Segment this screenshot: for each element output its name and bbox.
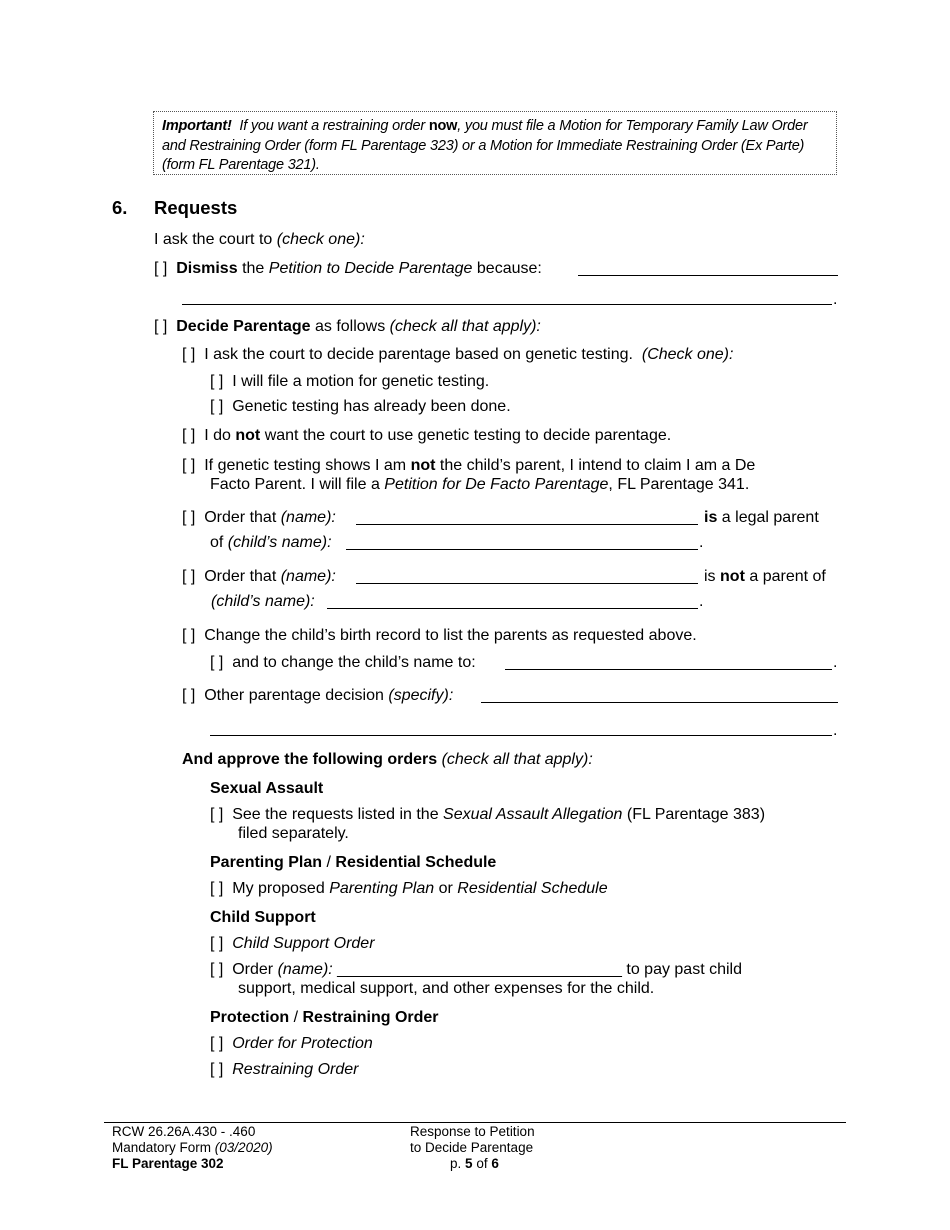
not-parent-is: is	[704, 568, 716, 585]
sexual-assault-c: filed separately.	[238, 825, 349, 842]
past-support-order-word: Order	[232, 961, 274, 978]
approve-heading	[182, 750, 593, 770]
legal-parent-child-line[interactable]	[346, 549, 698, 550]
dismiss-the: the	[242, 260, 265, 277]
not-parent-child	[211, 592, 315, 612]
other-checkbox[interactable]: [ ]	[182, 687, 196, 704]
child-support-order-text: Child Support Order	[232, 935, 375, 952]
sexual-assault-option	[210, 805, 765, 825]
intro-hint: (check one):	[276, 231, 365, 248]
defacto-checkbox[interactable]: [ ]	[182, 457, 196, 474]
parenting-plan-or: or	[438, 880, 453, 897]
sexual-assault-a: See the requests listed in the	[232, 806, 439, 823]
genetic-hint: (Check one):	[641, 346, 734, 363]
protection-opt1	[210, 1034, 373, 1054]
not-parent-period: .	[699, 593, 704, 610]
genetic-opt1-checkbox[interactable]: [ ]	[210, 373, 224, 390]
name-change-checkbox[interactable]: [ ]	[210, 654, 224, 671]
birth-record-option	[182, 626, 697, 646]
genetic-opt2-text: Genetic testing has already been done.	[232, 398, 511, 415]
legal-parent-checkbox[interactable]: [ ]	[182, 509, 196, 526]
section-title: Requests	[154, 197, 238, 218]
defacto-a: If genetic testing shows I am	[204, 457, 407, 474]
sexual-assault-checkbox[interactable]: [ ]	[210, 806, 224, 823]
parenting-plan-doc1: Parenting Plan	[329, 880, 435, 897]
footer-center	[410, 1124, 535, 1172]
not-parent-not: not	[720, 568, 745, 585]
notice-text-a: If you want a restraining order	[239, 118, 425, 134]
protection-heading-a: Protection	[210, 1009, 290, 1026]
protection-slash: /	[293, 1009, 299, 1026]
approve-hint: (check all that apply):	[441, 751, 593, 768]
dismiss-period: .	[833, 291, 838, 308]
dismiss-reason-line-2[interactable]	[182, 304, 832, 305]
sexual-assault-doc: Sexual Assault Allegation	[443, 806, 623, 823]
dismiss-option	[154, 259, 542, 279]
genetic-opt1-text: I will file a motion for genetic testing.	[232, 373, 490, 390]
defacto-b: the child’s parent, I intend to claim I am a De	[439, 457, 756, 474]
not-parent-tail	[704, 567, 826, 587]
protection-opt1-checkbox[interactable]: [ ]	[210, 1035, 224, 1052]
other-hint: (specify):	[388, 687, 454, 704]
sexual-assault-heading	[210, 779, 323, 799]
dismiss-bold: Dismiss	[176, 260, 238, 277]
important-notice	[153, 111, 837, 175]
dismiss-petition: Petition to Decide Parentage	[268, 260, 473, 277]
parenting-plan-heading	[210, 853, 496, 873]
intro-text: I ask the court to	[154, 231, 273, 248]
dismiss-because: because:	[476, 260, 542, 277]
notice-line2: and Restraining Order (form FL Parentage 323) or a Motion for Immediate Restraining Order (Ex Parte)	[162, 137, 805, 154]
footer-mandatory-text: Mandatory Form	[112, 1140, 212, 1155]
not-parent-tail-text: a parent of	[749, 568, 826, 585]
legal-parent-name-line[interactable]	[356, 524, 698, 525]
parenting-plan-option	[210, 879, 608, 899]
birth-record-checkbox[interactable]: [ ]	[182, 627, 196, 644]
approve-bold: And approve the following orders	[182, 751, 438, 768]
defacto-c: Facto Parent. I will file a	[210, 476, 380, 493]
other-text: Other parentage decision	[204, 687, 384, 704]
genetic-opt1	[210, 372, 489, 392]
other-line-2[interactable]	[210, 735, 832, 736]
footer-page	[410, 1156, 535, 1172]
decide-as-follows: as follows	[314, 318, 386, 335]
parenting-plan-doc2: Residential Schedule	[457, 880, 608, 897]
parenting-plan-a: My proposed	[232, 880, 325, 897]
not-parent-option	[182, 567, 336, 587]
legal-parent-tail-text: a legal parent	[721, 509, 819, 526]
not-parent-child-line[interactable]	[327, 608, 698, 609]
not-parent-child-label: (child’s name):	[211, 593, 315, 610]
sexual-assault-b: (FL Parentage 383)	[626, 806, 766, 823]
child-support-heading	[210, 908, 316, 928]
section-intro	[154, 230, 365, 250]
not-parent-checkbox[interactable]: [ ]	[182, 568, 196, 585]
legal-parent-period: .	[699, 534, 704, 551]
footer-left	[112, 1124, 273, 1172]
no-genetic-option	[182, 426, 671, 446]
past-support-option	[210, 960, 742, 980]
notice-text-b: , you must file a Motion for Temporary Family Law Order	[457, 118, 808, 134]
sexual-assault-heading-text: Sexual Assault	[210, 780, 324, 797]
protection-opt2	[210, 1060, 359, 1080]
genetic-checkbox[interactable]: [ ]	[182, 346, 196, 363]
parenting-plan-heading-a: Parenting Plan	[210, 854, 323, 871]
not-parent-name-line[interactable]	[356, 583, 698, 584]
footer-mandatory	[112, 1140, 273, 1156]
no-genetic-checkbox[interactable]: [ ]	[182, 427, 196, 444]
footer-rcw: RCW 26.26A.430 - .460	[112, 1124, 256, 1139]
legal-parent-option	[182, 508, 336, 528]
decide-hint: (check all that apply):	[389, 318, 541, 335]
name-change-text: and to change the child’s name to:	[232, 654, 476, 671]
decide-bold: Decide Parentage	[176, 318, 311, 335]
defacto-option	[182, 456, 755, 476]
dismiss-checkbox[interactable]: [ ]	[154, 260, 168, 277]
other-period: .	[833, 722, 838, 739]
protection-heading	[210, 1008, 439, 1028]
legal-parent-tail	[704, 508, 819, 528]
notice-label: Important!	[162, 118, 232, 134]
footer-page-of: of	[476, 1156, 488, 1171]
genetic-option	[182, 345, 733, 365]
dismiss-reason-line-1[interactable]	[578, 275, 838, 276]
footer-title2: to Decide Parentage	[410, 1140, 534, 1155]
past-support-line2: support, medical support, and other expenses for the child.	[238, 980, 655, 997]
past-support-name-label: (name):	[277, 961, 333, 978]
child-support-heading-text: Child Support	[210, 909, 316, 926]
name-change-line[interactable]	[505, 669, 832, 670]
notice-now: now	[428, 118, 458, 134]
legal-parent-of: of	[210, 534, 224, 551]
legal-parent-name-label: (name):	[280, 509, 336, 526]
past-support-checkbox[interactable]: [ ]	[210, 961, 224, 978]
defacto-not: not	[410, 457, 436, 474]
genetic-opt2-checkbox[interactable]: [ ]	[210, 398, 224, 415]
past-support-name-blank[interactable]: ________________________________	[337, 961, 622, 978]
decide-option	[154, 317, 541, 337]
genetic-opt2	[210, 397, 511, 417]
past-support-tail: to pay past child	[626, 961, 742, 978]
parenting-plan-heading-b: Residential Schedule	[335, 854, 497, 871]
footer-page-num: 5	[465, 1156, 473, 1171]
not-parent-name-label: (name):	[280, 568, 336, 585]
section-number: 6.	[112, 197, 128, 218]
parenting-plan-slash: /	[326, 854, 331, 871]
other-option	[182, 686, 453, 706]
birth-record-text: Change the child’s birth record to list the parents as requested above.	[204, 627, 697, 644]
notice-line3: (form FL Parentage 321).	[162, 157, 320, 173]
defacto-line2	[210, 475, 749, 495]
name-change-option	[210, 653, 476, 673]
protection-heading-b: Restraining Order	[302, 1009, 439, 1026]
defacto-d: , FL Parentage 341.	[608, 476, 750, 493]
decide-checkbox[interactable]: [ ]	[154, 318, 168, 335]
legal-parent-child-label: (child’s name):	[227, 534, 332, 551]
no-genetic-a: I do	[204, 427, 231, 444]
footer-form: FL Parentage 302	[112, 1156, 224, 1171]
footer-page-total: 6	[491, 1156, 499, 1171]
protection-opt2-checkbox[interactable]: [ ]	[210, 1061, 224, 1078]
legal-parent-order-that: Order that	[204, 509, 277, 526]
defacto-petition: Petition for De Facto Parentage	[384, 476, 609, 493]
name-change-period: .	[833, 654, 838, 671]
no-genetic-b: want the court to use genetic testing to decide parentage.	[264, 427, 672, 444]
legal-parent-is: is	[704, 509, 718, 526]
footer-title1: Response to Petition	[410, 1124, 535, 1139]
protection-opt1-text: Order for Protection	[232, 1035, 373, 1052]
other-line-1[interactable]	[481, 702, 838, 703]
footer-divider	[104, 1122, 846, 1123]
parenting-plan-checkbox[interactable]: [ ]	[210, 880, 224, 897]
legal-parent-child	[210, 533, 332, 553]
no-genetic-not: not	[235, 427, 261, 444]
not-parent-order-that: Order that	[204, 568, 277, 585]
protection-opt2-text: Restraining Order	[232, 1061, 359, 1078]
footer-mandatory-date: (03/2020)	[214, 1140, 273, 1155]
child-support-order-checkbox[interactable]: [ ]	[210, 935, 224, 952]
child-support-order-option	[210, 934, 375, 954]
footer-page-p: p.	[450, 1156, 462, 1171]
genetic-text: I ask the court to decide parentage based on genetic testing.	[204, 346, 633, 363]
